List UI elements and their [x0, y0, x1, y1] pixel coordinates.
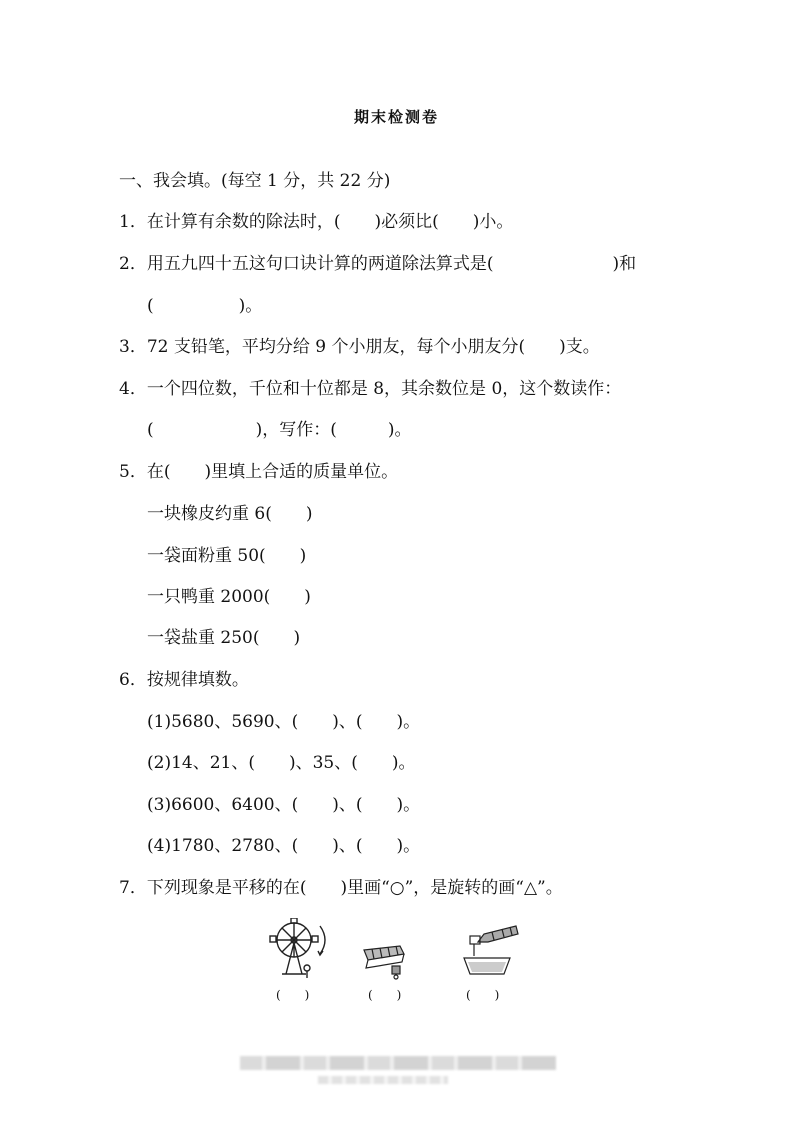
- blurred-footer-sub: [318, 1076, 448, 1084]
- question-6-item: (3)6600、6400、( )、( )。: [147, 795, 421, 815]
- question-3: 3．72 支铅笔，平均分给 9 个小朋友，每个小朋友分( )支。: [119, 337, 600, 357]
- ferris-wheel-icon: [262, 918, 334, 980]
- question-6-item: (1)5680、5690、( )、( )。: [147, 712, 421, 732]
- question-5-item: 一袋面粉重 50( ): [147, 546, 307, 566]
- question-5-item: 一袋盐重 250( ): [147, 628, 301, 648]
- question-6-item: (2)14、21、( )、35、( )。: [147, 753, 416, 773]
- answer-paren[interactable]: ( ): [368, 988, 402, 1002]
- question-1: 1．在计算有余数的除法时，( )必须比( )小。: [119, 212, 514, 232]
- question-5: 5．在( )里填上合适的质量单位。: [119, 462, 399, 482]
- question-7-pictures: [262, 918, 532, 1008]
- section-heading: 一、我会填。(每空 1 分，共 22 分): [119, 171, 391, 191]
- question-2-line-1: 2．用五九四十五这句口诀计算的两道除法算式是( )和: [119, 254, 637, 274]
- question-6: 6．按规律填数。: [119, 670, 249, 690]
- question-4-line-1: 4．一个四位数，千位和十位都是 8，其余数位是 0，这个数读作：: [119, 379, 622, 399]
- page-title: 期末检测卷: [353, 108, 439, 126]
- question-5-item: 一只鸭重 2000( ): [147, 587, 311, 607]
- question-7: 7．下列现象是平移的在( )里画“○”，是旋转的画“△”。: [119, 878, 563, 898]
- escalator-cart-icon: [362, 940, 406, 980]
- question-6-item: (4)1780、2780、( )、( )。: [147, 836, 421, 856]
- question-4-line-2: ( )，写作：( )。: [147, 420, 412, 440]
- faucet-basin-icon: [462, 922, 524, 980]
- answer-paren[interactable]: ( ): [276, 988, 310, 1002]
- blurred-footer: [240, 1056, 556, 1070]
- question-5-item: 一块橡皮约重 6( ): [147, 504, 313, 524]
- answer-paren[interactable]: ( ): [466, 988, 500, 1002]
- question-2-line-2: ( )。: [147, 296, 263, 316]
